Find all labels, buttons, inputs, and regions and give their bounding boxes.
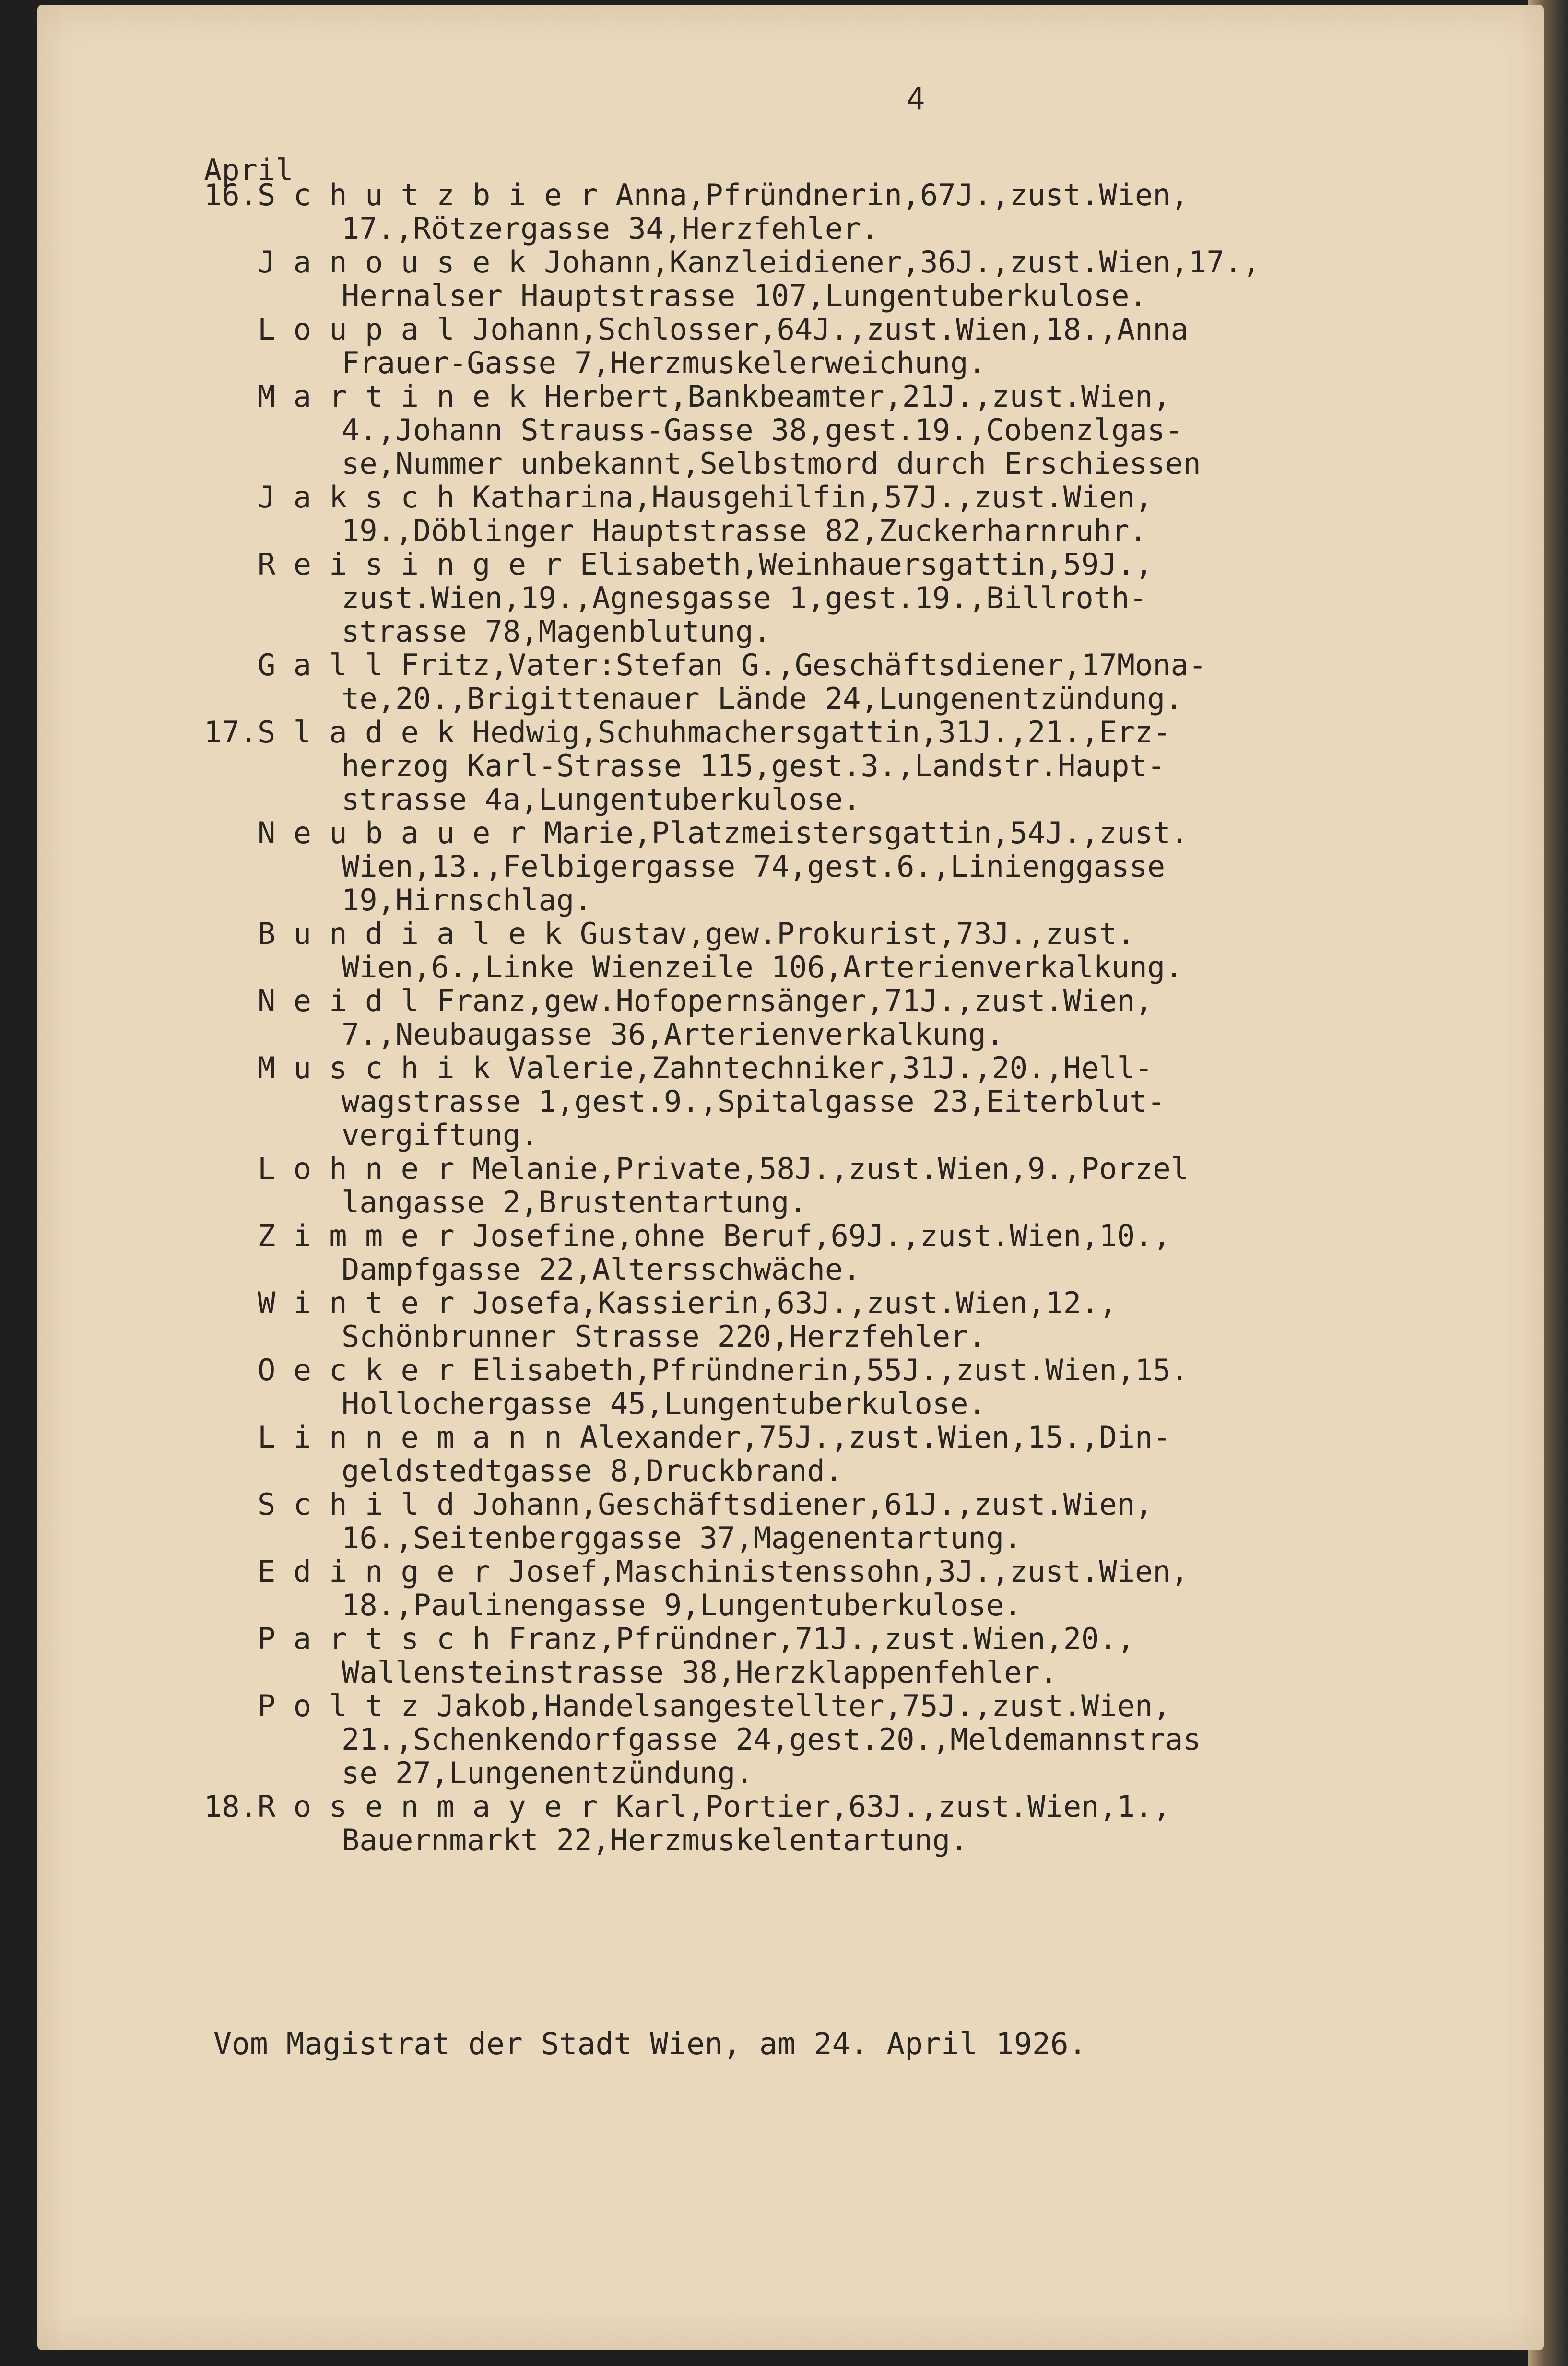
entry-name-line: J a n o u s e k Johann,Kanzleidiener,36J.,zust.Wien,17., (258, 245, 1261, 280)
entry-detail-line: te,20.,Brigittenauer Lände 24,Lungenentzündung. (342, 681, 1183, 716)
entry-name-line: Z i m m e r Josefine,ohne Beruf,69J.,zust.Wien,10., (258, 1218, 1171, 1253)
entry-name-line: R o s e n m a y e r Karl,Portier,63J.,zust.Wien,1., (258, 1789, 1171, 1824)
register-entry (204, 178, 1432, 246)
entry-detail-line: Wien,13.,Felbigergasse 74,gest.6.,Linienggasse (342, 849, 1166, 884)
entry-detail-line: 17.,Rötzergasse 34,Herzfehler. (342, 211, 879, 246)
entry-name-line: M u s c h i k Valerie,Zahntechniker,31J.,20.,Hell- (258, 1050, 1153, 1085)
entry-detail-line: herzog Karl-Strasse 115,gest.3.,Landstr.Haupt- (342, 748, 1166, 783)
entry-day: 17. (204, 715, 258, 750)
entry-name-line: O e c k e r Elisabeth,Pfründnerin,55J.,zust.Wien,15. (258, 1353, 1189, 1388)
month-label: April (204, 153, 294, 188)
entry-name-line: M a r t i n e k Herbert,Bankbeamter,21J.,zust.Wien, (258, 379, 1171, 414)
entry-detail-line: Frauer-Gasse 7,Herzmuskelerweichung. (342, 345, 986, 380)
register-entry (204, 1555, 1432, 1622)
entry-day: 18. (204, 1789, 258, 1824)
entry-detail-line: Schönbrunner Strasse 220,Herzfehler. (342, 1319, 986, 1354)
entry-detail-line: 19,Hirnschlag. (342, 883, 592, 918)
register-entry (204, 1689, 1432, 1790)
entry-detail-line: wagstrasse 1,gest.9.,Spitalgasse 23,Eiterblut- (342, 1084, 1166, 1119)
entry-detail-line: 18.,Paulinengasse 9,Lungentuberkulose. (342, 1588, 1022, 1623)
register-entry (204, 313, 1432, 380)
entry-detail-line: langasse 2,Brustentartung. (342, 1185, 807, 1220)
entry-detail-line: 16.,Seitenberggasse 37,Magenentartung. (342, 1520, 1022, 1555)
entry-detail-line: strasse 78,Magenblutung. (342, 614, 771, 649)
register-entry (204, 984, 1432, 1051)
entry-name-line: S l a d e k Hedwig,Schuhmachersgattin,31J.,21.,Erz- (258, 715, 1171, 750)
entry-detail-line: 21.,Schenkendorfgasse 24,gest.20.,Meldemannstras (342, 1722, 1201, 1757)
entry-name-line: L o u p a l Johann,Schlosser,64J.,zust.Wien,18.,Anna (258, 312, 1189, 347)
register-entry (204, 648, 1432, 716)
entry-detail-line: zust.Wien,19.,Agnesgasse 1,gest.19.,Billroth- (342, 580, 1147, 615)
entry-name-line: R e i s i n g e r Elisabeth,Weinhauersgattin,59J., (258, 547, 1153, 582)
register-entry (204, 1421, 1432, 1488)
entry-name-line: S c h i l d Johann,Geschäftsdiener,61J.,zust.Wien, (258, 1487, 1153, 1522)
register-entry (204, 1790, 1432, 1857)
entry-detail-line: vergiftung. (342, 1118, 539, 1153)
entry-name-line: P a r t s c h Franz,Pfründner,71J.,zust.Wien,20., (258, 1621, 1135, 1656)
entry-detail-line: strasse 4a,Lungentuberkulose. (342, 782, 861, 817)
death-register-list (204, 178, 1432, 1857)
register-entry (204, 1152, 1432, 1219)
entry-detail-line: 7.,Neubaugasse 36,Arterienverkalkung. (342, 1017, 1004, 1052)
entry-detail-line: Wien,6.,Linke Wienzeile 106,Arterienverkalkung. (342, 950, 1183, 985)
register-entry (204, 481, 1432, 548)
entry-name-line: B u n d i a l e k Gustav,gew.Prokurist,73J.,zust. (258, 916, 1135, 951)
entry-name-line: N e i d l Franz,gew.Hofopernsänger,71J.,zust.Wien, (258, 983, 1153, 1018)
register-entry (204, 1488, 1432, 1555)
register-entry (204, 1286, 1432, 1354)
entry-detail-line: Wallensteinstrasse 38,Herzklappenfehler. (342, 1655, 1058, 1690)
closing-statement: Vom Magistrat der Stadt Wien, am 24. April 1926. (213, 2026, 1087, 2061)
entry-name-line: N e u b a u e r Marie,Platzmeistersgattin,54J.,zust. (258, 815, 1189, 850)
entry-detail-line: Hollochergasse 45,Lungentuberkulose. (342, 1386, 986, 1421)
page-number: 4 (907, 82, 925, 117)
entry-name-line: E d i n g e r Josef,Maschinistenssohn,3J.,zust.Wien, (258, 1554, 1189, 1589)
register-entry (204, 1051, 1432, 1152)
register-entry (204, 1622, 1432, 1689)
entry-detail-line: Hernalser Hauptstrasse 107,Lungentuberkulose. (342, 278, 1147, 313)
register-entry (204, 816, 1432, 917)
entry-detail-line: 19.,Döblinger Hauptstrasse 82,Zuckerharnruhr. (342, 513, 1147, 548)
register-entry (204, 917, 1432, 984)
entry-detail-line: Dampfgasse 22,Altersschwäche. (342, 1252, 861, 1287)
entry-name-line: J a k s c h Katharina,Hausgehilfin,57J.,zust.Wien, (258, 480, 1153, 515)
entry-detail-line: geldstedtgasse 8,Druckbrand. (342, 1453, 843, 1488)
register-entry (204, 246, 1432, 313)
register-entry (204, 380, 1432, 481)
entry-name-line: W i n t e r Josefa,Kassierin,63J.,zust.Wien,12., (258, 1285, 1117, 1320)
register-entry (204, 1354, 1432, 1421)
register-entry (204, 548, 1432, 648)
entry-detail-line: Bauernmarkt 22,Herzmuskelentartung. (342, 1823, 968, 1858)
register-entry (204, 1219, 1432, 1286)
entry-name-line: L o h n e r Melanie,Private,58J.,zust.Wien,9.,Porzel (258, 1151, 1189, 1186)
entry-name-line: G a l l Fritz,Vater:Stefan G.,Geschäftsdiener,17Mona- (258, 647, 1207, 683)
entry-name-line: L i n n e m a n n Alexander,75J.,zust.Wien,15.,Din- (258, 1420, 1171, 1455)
entry-name-line: P o l t z Jakob,Handelsangestellter,75J.,zust.Wien, (258, 1688, 1171, 1723)
entry-name-line: S c h u t z b i e r Anna,Pfründnerin,67J.,zust.Wien, (258, 177, 1189, 212)
entry-day: 16. (204, 177, 258, 212)
entry-detail-line: 4.,Johann Strauss-Gasse 38,gest.19.,Cobenzlgas- (342, 412, 1183, 447)
register-entry (204, 716, 1432, 816)
entry-detail-line: se 27,Lungenentzündung. (342, 1755, 754, 1790)
entry-detail-line: se,Nummer unbekannt,Selbstmord durch Erschiessen (342, 446, 1201, 481)
